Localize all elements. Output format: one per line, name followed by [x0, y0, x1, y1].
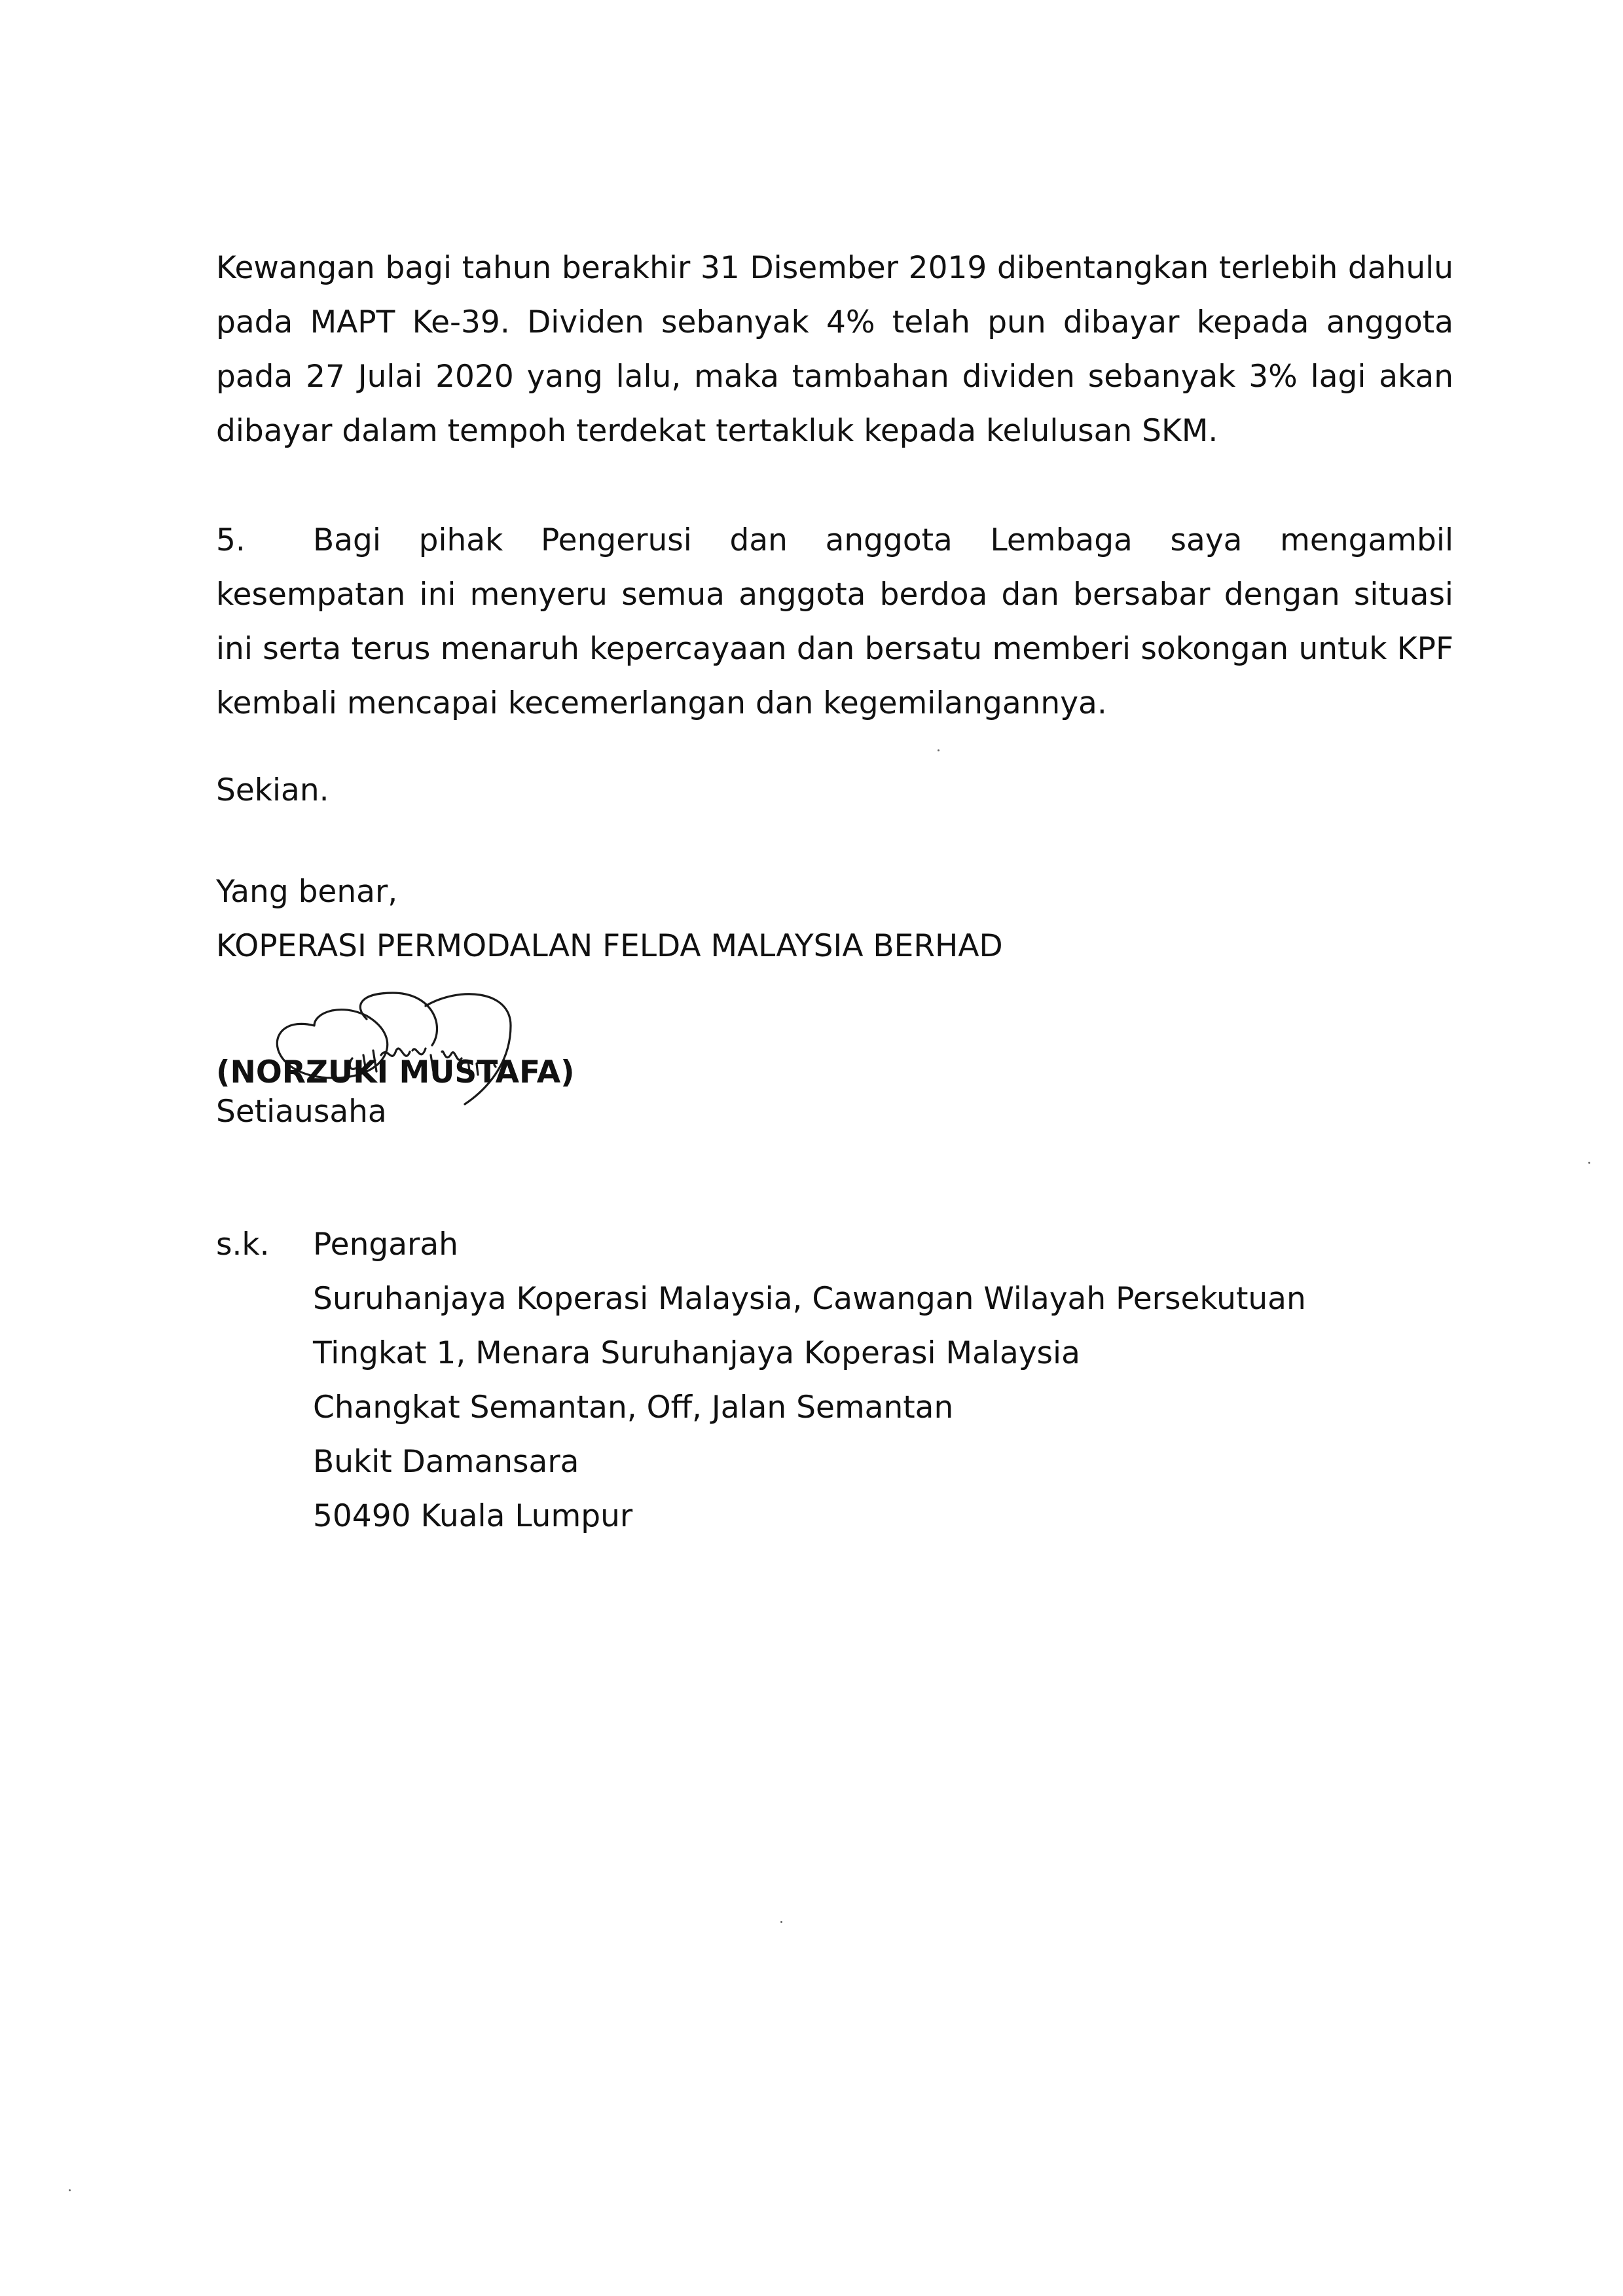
cc-line: Pengarah: [313, 1227, 458, 1263]
cc-address: [313, 1217, 1306, 1543]
cc-line: 50490 Kuala Lumpur: [313, 1498, 633, 1534]
signature-block: [216, 973, 1453, 1090]
cc-label: s.k.: [216, 1227, 270, 1263]
cc-line: Changkat Semantan, Off, Jalan Semantan: [313, 1390, 954, 1426]
paragraph-dividend: Kewangan bagi tahun berakhir 31 Disember 2019 dibentangkan terlebih dahulu pada MAPT Ke-39. Dividen sebanyak 4% telah pun dibayar kepada anggota pada 27 Julai 2020 yang lalu, maka tambahan dividen sebanyak 3% lagi akan dibayar dalam tempoh terdekat tertakluk kepada kelulusan SKM.: [216, 250, 1453, 449]
paragraph-number: 5.: [216, 522, 246, 558]
letter-body: [216, 241, 1453, 1543]
paragraph-5: [216, 513, 1453, 730]
signatory-name: (NORZUKI MUSTAFA): [216, 1054, 575, 1090]
cc-line: Tingkat 1, Menara Suruhanjaya Koperasi Malaysia: [313, 1335, 1080, 1371]
cc-line: Bukit Damansara: [313, 1444, 579, 1480]
signatory-title: Setiausaha: [216, 1094, 387, 1130]
organization-name: KOPERASI PERMODALAN FELDA MALAYSIA BERHAD: [216, 928, 1003, 964]
cc-section: [216, 1217, 1453, 1543]
scan-speck: [780, 1921, 782, 1923]
closing-text: Sekian.: [216, 772, 329, 808]
scan-speck: [938, 749, 939, 751]
paragraph-5-text: Bagi pihak Pengerusi dan anggota Lembaga saya mengambil kesempatan ini menyeru semua anggota berdoa dan bersabar dengan situasi ini serta terus menaruh kepercayaan dan bersatu memberi sokongan untuk KPF kembali mencapai kecemerlangan dan kegemilangannya.: [216, 522, 1453, 721]
cc-line: Suruhanjaya Koperasi Malaysia, Cawangan Wilayah Persekutuan: [313, 1281, 1306, 1317]
scan-speck: [1588, 1162, 1590, 1164]
scan-speck: [69, 2189, 71, 2191]
salutation: Yang benar,: [216, 874, 398, 910]
